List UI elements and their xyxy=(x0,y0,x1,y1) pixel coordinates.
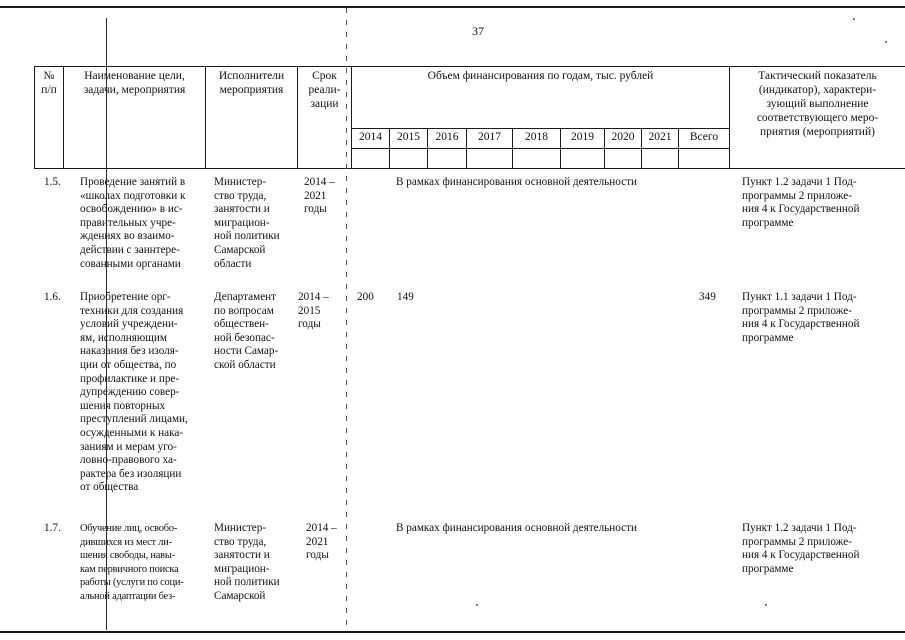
year-header-2017: 2017 xyxy=(478,131,501,143)
year-row-top-line xyxy=(351,128,729,129)
row-1-5-executors: Министер- ство труда, занятости и миграцион- ной политики Самарской области xyxy=(214,176,280,270)
header-bottom-line xyxy=(34,168,905,169)
row-1-6-executors: Департамент по вопросам обществен- ной безопас- ности Самар- ской области xyxy=(214,291,279,371)
row-1-6-number: 1.6. xyxy=(44,291,61,303)
row-1-6-value-2014: 200 xyxy=(357,291,374,303)
row-1-7-number: 1.7. xyxy=(44,522,61,534)
page-number: 37 xyxy=(472,24,484,38)
year-header-2016: 2016 xyxy=(435,131,459,143)
row-1-6-total: 349 xyxy=(699,291,716,303)
scan-speck xyxy=(765,604,767,606)
bottom-border xyxy=(0,631,905,633)
year-header-2018: 2018 xyxy=(525,131,548,143)
row-1-7-term: 2014 – 2021 годы xyxy=(306,522,337,562)
year-header-2020: 2020 xyxy=(611,131,635,143)
row-1-5-term: 2014 – 2021 годы xyxy=(304,176,335,216)
scan-speck xyxy=(885,41,887,43)
header-col-term: Срок реали- зации xyxy=(308,70,341,110)
year-header-total: Всего xyxy=(689,131,719,143)
header-col-no: № п/п xyxy=(41,70,57,96)
header-col-funding: Объем финансирования по годам, тыс. рублей xyxy=(427,70,654,82)
row-1-5-funding-note: В рамках финансирования основной деятельности xyxy=(396,176,637,188)
row-1-7-name: Обучение лиц, освобо- дившихся из мест ли- шения свободы, навы- кам первичного поиска работы (услуги по соци- альной адаптации без- xyxy=(80,523,184,602)
row-1-6-term: 2014 – 2015 годы xyxy=(298,291,329,331)
year-header-2014: 2014 xyxy=(359,131,382,143)
row-1-6-value-2015: 149 xyxy=(397,291,414,303)
row-1-6-indicator: Пункт 1.1 задачи 1 Под- программы 2 приложе- ния 4 к Государственной программе xyxy=(742,291,860,344)
scan-speck xyxy=(476,604,478,606)
row-1-7-indicator: Пункт 1.2 задачи 1 Под- программы 2 приложе- ния 4 к Государственной программе xyxy=(742,522,860,575)
year-header-2015: 2015 xyxy=(397,131,420,143)
header-col-executors: Исполнители мероприятия xyxy=(218,70,285,96)
header-col-indicator: Тактический показатель (индикатор), характери- зующий выполнение соответствующего меро- приятия (мероприятий) xyxy=(756,70,879,138)
year-header-2021: 2021 xyxy=(648,131,672,143)
table-top-line xyxy=(34,66,905,67)
year-row-bottom-line xyxy=(351,148,729,149)
row-1-6-name: Приобретение орг- техники для создания условий учреждени- ям, исполняющим наказания без изоля- ции от общества, по профилактике и пре- дупреждению совер- шения повторных преступлений лицами, осужденными к нака- заниям и мерам уго- ловно-правового ха- рактера без изоляции от общества xyxy=(80,291,188,494)
row-1-7-executors: Министер- ство труда, занятости и миграцион- ной политики Самарской xyxy=(214,522,280,602)
row-1-7-funding-note: В рамках финансирования основной деятельности xyxy=(396,522,637,534)
row-1-5-name: Проведение занятий в «школах подготовки к освобождению» в ис- правительных учре- ждениях во взаимо- действии с заинтере- сованными органами xyxy=(80,176,186,270)
year-header-2019: 2019 xyxy=(571,131,594,143)
top-border xyxy=(0,6,905,8)
header-col-name: Наименование цели, задачи, мероприятия xyxy=(83,70,186,96)
row-1-5-number: 1.5. xyxy=(44,176,61,188)
row-1-5-indicator: Пункт 1.2 задачи 1 Под- программы 2 приложе- ния 4 к Государственной программе xyxy=(742,176,860,229)
scan-speck xyxy=(853,18,855,20)
